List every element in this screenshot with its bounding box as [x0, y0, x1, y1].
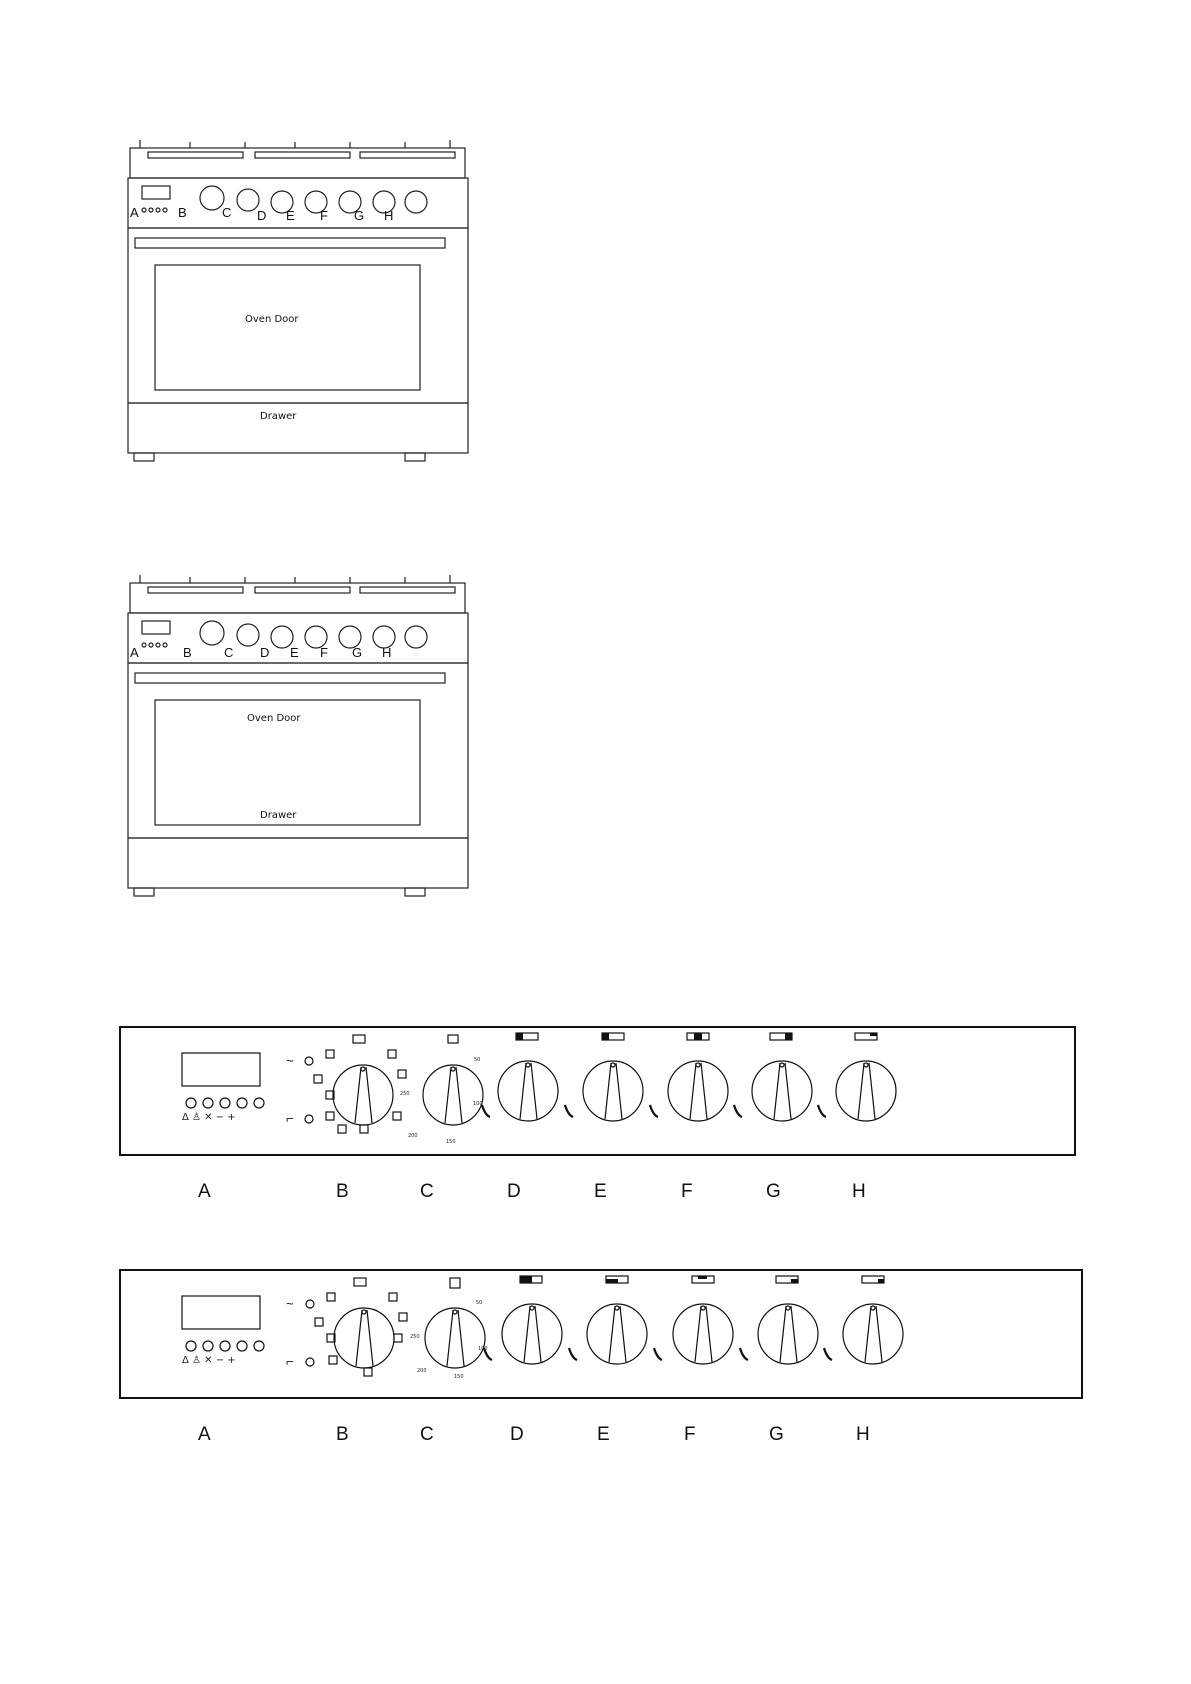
burner-knob-e[interactable]	[587, 1304, 647, 1364]
oven-handle[interactable]	[135, 673, 445, 683]
panel-letter-f: F	[684, 1424, 696, 1443]
control-panel-diagram-2	[118, 1268, 1086, 1443]
temperature-knob[interactable]	[423, 1065, 483, 1125]
burner-knob-h[interactable]	[843, 1304, 903, 1364]
burner-knob-g[interactable]	[752, 1061, 812, 1121]
stove-front-view-1	[120, 140, 480, 485]
stove-letter-d: D	[260, 645, 270, 660]
knob-h[interactable]	[405, 191, 427, 213]
timer-display	[142, 186, 170, 199]
svg-text:~: ~	[286, 1296, 294, 1311]
burner-knob-d[interactable]	[498, 1061, 558, 1121]
burner-knob-g[interactable]	[758, 1304, 818, 1364]
timer-button-2[interactable]	[203, 1098, 213, 1108]
svg-text:~: ~	[286, 1053, 294, 1068]
panel-letter-h: H	[852, 1181, 866, 1200]
panel-outline	[120, 1270, 1082, 1398]
svg-text:⌐: ⌐	[286, 1354, 294, 1369]
temp-label-250: 250	[400, 1091, 410, 1097]
timer-symbols: Δ ♙ ✕ − +	[182, 1112, 236, 1123]
panel-letter-f: F	[681, 1181, 693, 1200]
stove-front-view-2	[120, 575, 480, 920]
panel-outline	[120, 1027, 1075, 1155]
panel-letter-g: G	[766, 1181, 781, 1200]
panel-letter-e: E	[594, 1181, 607, 1200]
timer-symbols: Δ ♙ ✕ − +	[182, 1355, 236, 1366]
knob-h[interactable]	[405, 626, 427, 648]
panel-letter-e: E	[597, 1424, 610, 1443]
stove-letter-f: F	[320, 645, 328, 660]
timer-button-4[interactable]	[237, 1098, 247, 1108]
stove-letter-g: G	[352, 645, 363, 660]
burner-knob-f[interactable]	[668, 1061, 728, 1121]
knob-b[interactable]	[200, 621, 224, 645]
stove-letter-g: G	[354, 208, 365, 223]
svg-text:⌐: ⌐	[286, 1111, 294, 1126]
burner-knob-f[interactable]	[673, 1304, 733, 1364]
drawer-label: Drawer	[260, 411, 297, 422]
stove-letter-b: B	[178, 205, 187, 220]
temp-label-200: 200	[417, 1368, 427, 1374]
temp-label-150: 150	[454, 1374, 464, 1380]
stove-letter-a: A	[130, 205, 139, 220]
drawer-label: Drawer	[260, 810, 297, 821]
stove-letter-c: C	[224, 645, 234, 660]
timer-display	[182, 1053, 260, 1086]
temp-label-150: 150	[446, 1139, 456, 1145]
panel-letter-b: B	[336, 1181, 349, 1200]
function-knob[interactable]	[334, 1308, 394, 1368]
drawer-frame	[128, 838, 468, 888]
temp-label-200: 200	[408, 1133, 418, 1139]
knob-c[interactable]	[237, 189, 259, 211]
stove-letter-c: C	[222, 205, 232, 220]
panel-letter-h: H	[856, 1424, 870, 1443]
timer-button-3[interactable]	[220, 1098, 230, 1108]
panel-letter-c: C	[420, 1181, 434, 1200]
stove-letter-a: A	[130, 645, 139, 660]
knob-c[interactable]	[237, 624, 259, 646]
timer-display	[182, 1296, 260, 1329]
knob-b[interactable]	[200, 186, 224, 210]
stove-letter-h: H	[384, 208, 394, 223]
temp-label-100: 100	[478, 1346, 488, 1352]
panel-letter-c: C	[420, 1424, 434, 1443]
stove-letter-d: D	[257, 208, 267, 223]
oven-door-label: Oven Door	[247, 713, 301, 724]
stove-letter-h: H	[382, 645, 392, 660]
burner-knob-h[interactable]	[836, 1061, 896, 1121]
temperature-knob[interactable]	[425, 1308, 485, 1368]
oven-door-frame	[128, 663, 468, 838]
timer-button-1[interactable]	[186, 1098, 196, 1108]
control-panel	[128, 178, 468, 228]
panel-letter-a: A	[198, 1424, 211, 1443]
stove-letter-b: B	[183, 645, 192, 660]
temp-label-250: 250	[410, 1334, 420, 1340]
oven-window	[155, 265, 420, 390]
oven-door-label: Oven Door	[245, 314, 299, 325]
timer-display	[142, 621, 170, 634]
temp-label-50: 50	[476, 1300, 483, 1306]
burner-knob-d[interactable]	[502, 1304, 562, 1364]
panel-letter-d: D	[507, 1181, 521, 1200]
stove-letter-e: E	[286, 208, 295, 223]
control-panel-diagram-1	[118, 1025, 1078, 1200]
stove-letter-e: E	[290, 645, 299, 660]
drawer-frame	[128, 403, 468, 453]
timer-button-1[interactable]	[186, 1341, 196, 1351]
panel-letter-b: B	[336, 1424, 349, 1443]
panel-letter-a: A	[198, 1181, 211, 1200]
temp-label-100: 100	[473, 1101, 483, 1107]
panel-letter-g: G	[769, 1424, 784, 1443]
timer-button-2[interactable]	[203, 1341, 213, 1351]
stove-letter-f: F	[320, 208, 328, 223]
panel-letter-d: D	[510, 1424, 524, 1443]
temp-label-50: 50	[474, 1057, 481, 1063]
timer-button-5[interactable]	[254, 1098, 264, 1108]
oven-handle[interactable]	[135, 238, 445, 248]
timer-button-3[interactable]	[220, 1341, 230, 1351]
timer-button-5[interactable]	[254, 1341, 264, 1351]
function-knob[interactable]	[333, 1065, 393, 1125]
burner-knob-e[interactable]	[583, 1061, 643, 1121]
timer-button-4[interactable]	[237, 1341, 247, 1351]
